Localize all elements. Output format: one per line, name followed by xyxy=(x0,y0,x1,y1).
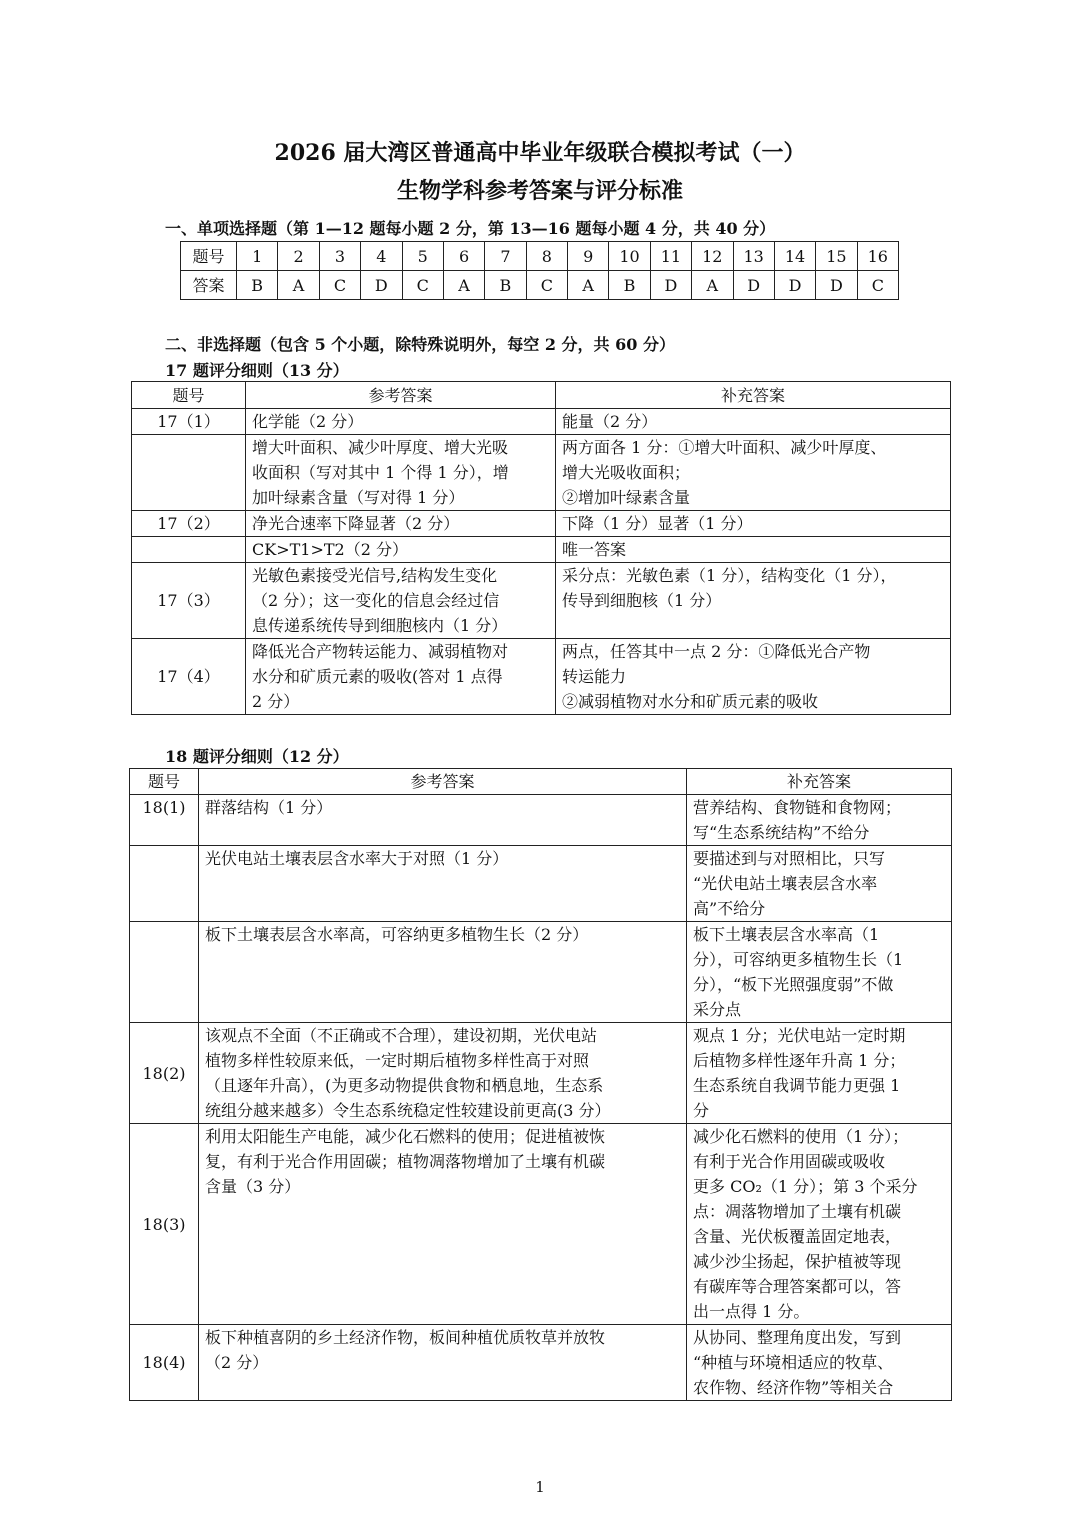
question-number-cell: 5 xyxy=(402,242,443,271)
answer-line: （2 分） xyxy=(205,1353,269,1372)
answer-line: 高”不给分 xyxy=(693,899,766,918)
question-no-cell xyxy=(132,435,246,511)
reference-answer-cell xyxy=(246,639,556,715)
answer-line: 群落结构（1 分） xyxy=(205,798,333,817)
reference-answer-cell xyxy=(199,846,687,922)
answer-cell: D xyxy=(816,271,857,300)
question-no-cell: 17（1） xyxy=(132,409,246,435)
answer-line: 分），可容纳更多植物生长（1 xyxy=(693,950,904,969)
question-number-cell: 11 xyxy=(650,242,691,271)
answer-line: 水分和矿质元素的吸收(答对 1 点得 xyxy=(252,667,503,686)
answer-line: “种植与环境相适应的牧草、 xyxy=(693,1353,894,1372)
table-row xyxy=(130,1124,952,1325)
supplementary-answer-cell xyxy=(556,409,951,435)
answer-line: 利用太阳能生产电能，减少化石燃料的使用；促进植被恢 xyxy=(205,1127,606,1146)
table-row xyxy=(132,435,951,511)
reference-answer-cell xyxy=(199,1023,687,1124)
answer-cell: B xyxy=(609,271,650,300)
table-header-row xyxy=(132,382,951,409)
row-label: 答案 xyxy=(181,271,237,300)
answer-line: 减少化石燃料的使用（1 分）； xyxy=(693,1127,909,1146)
answer-line: 含量、光伏板覆盖固定地表， xyxy=(693,1227,902,1246)
answer-line: 出一点得 1 分。 xyxy=(693,1302,810,1321)
table-header-row xyxy=(130,769,952,795)
reference-answer-cell xyxy=(246,435,556,511)
question-number-cell: 2 xyxy=(278,242,319,271)
answer-cell: C xyxy=(526,271,567,300)
answer-cell: B xyxy=(485,271,526,300)
question-number-cell: 6 xyxy=(443,242,484,271)
reference-answer-cell xyxy=(199,795,687,846)
answer-line: 光敏色素接受光信号,结构发生变化 xyxy=(252,566,498,585)
question-no-cell: 18(1) xyxy=(130,795,199,846)
answer-line: 分 xyxy=(693,1101,710,1120)
question-number-cell: 4 xyxy=(361,242,402,271)
answer-line: ②减弱植物对水分和矿质元素的吸收 xyxy=(562,692,819,711)
answer-line: 降低光合产物转运能力、减弱植物对 xyxy=(252,642,509,661)
question-number-cell: 13 xyxy=(733,242,774,271)
answer-line: 点：凋落物增加了土壤有机碳 xyxy=(693,1202,902,1221)
answer-line: 增大光吸收面积； xyxy=(562,463,691,482)
answer-row xyxy=(181,271,899,300)
answer-line: 含量（3 分） xyxy=(205,1177,301,1196)
reference-answer-cell xyxy=(199,1325,687,1401)
document-title: 2026 届大湾区普通高中毕业年级联合模拟考试（一） xyxy=(274,140,806,166)
answer-line: “光伏电站土壤表层含水率 xyxy=(693,874,878,893)
question-no-cell: 17（2） xyxy=(132,511,246,537)
header-question-no: 题号 xyxy=(130,769,199,795)
answer-line: 采分点 xyxy=(693,1000,742,1019)
question-no-cell xyxy=(130,846,199,922)
supplementary-answer-cell xyxy=(556,563,951,639)
table-row xyxy=(130,1325,952,1401)
table-row xyxy=(132,409,951,435)
answer-line: 净光合速率下降显著（2 分） xyxy=(252,514,460,533)
answer-line: 息传递系统传导到细胞核内（1 分） xyxy=(252,616,508,635)
choice-answer-table xyxy=(180,241,899,300)
question-number-cell: 14 xyxy=(774,242,815,271)
supplementary-answer-cell xyxy=(687,1023,952,1124)
table-row xyxy=(130,846,952,922)
answer-line: 2 分） xyxy=(252,692,300,711)
answer-cell: D xyxy=(733,271,774,300)
q18-scoring-table xyxy=(129,768,952,1401)
answer-cell: A xyxy=(443,271,484,300)
answer-line: 两点，任答其中一点 2 分：①降低光合产物 xyxy=(562,642,871,661)
question-number-cell: 9 xyxy=(568,242,609,271)
table-row xyxy=(132,639,951,715)
section1-heading: 一、单项选择题（第 1—12 题每小题 2 分，第 13—16 题每小题 4 分，共 40 分） xyxy=(165,219,776,238)
q17-scoring-table xyxy=(131,381,951,715)
answer-line: 化学能（2 分） xyxy=(252,412,364,431)
table-row xyxy=(132,537,951,563)
answer-line: （且逐年升高），(为更多动物提供食物和栖息地，生态系 xyxy=(205,1076,604,1095)
answer-cell: B xyxy=(237,271,278,300)
supplementary-answer-cell xyxy=(687,1124,952,1325)
supplementary-answer-cell xyxy=(687,846,952,922)
question-no-cell xyxy=(130,922,199,1023)
table-row xyxy=(130,1023,952,1124)
supplementary-answer-cell xyxy=(556,511,951,537)
answer-line: 后植物多样性逐年升高 1 分； xyxy=(693,1051,906,1070)
reference-answer-cell xyxy=(246,537,556,563)
answer-line: 生态系统自我调节能力更强 1 xyxy=(693,1076,901,1095)
supplementary-answer-cell xyxy=(687,1325,952,1401)
question-number-cell: 1 xyxy=(237,242,278,271)
answer-line: 能量（2 分） xyxy=(562,412,658,431)
question-number-cell: 12 xyxy=(692,242,733,271)
supplementary-answer-cell xyxy=(687,795,952,846)
answer-line: 农作物、经济作物”等相关合 xyxy=(693,1378,894,1397)
reference-answer-cell xyxy=(246,409,556,435)
answer-line: 更多 CO₂（1 分）；第 3 个采分 xyxy=(693,1177,918,1196)
answer-line: 营养结构、食物链和食物网； xyxy=(693,798,902,817)
reference-answer-cell xyxy=(246,563,556,639)
answer-line: 减少沙尘扬起，保护植被等现 xyxy=(693,1252,902,1271)
question-number-cell: 16 xyxy=(857,242,898,271)
answer-line: 写“生态系统结构”不给分 xyxy=(693,823,870,842)
question-no-cell: 18(3) xyxy=(130,1124,199,1325)
header-reference-answer: 参考答案 xyxy=(199,769,687,795)
question-number-cell: 8 xyxy=(526,242,567,271)
q18-heading: 18 题评分细则（12 分） xyxy=(165,747,349,766)
document-subtitle: 生物学科参考答案与评分标准 xyxy=(396,178,683,204)
question-number-cell: 3 xyxy=(319,242,360,271)
question-no-cell: 17（4） xyxy=(132,639,246,715)
answer-line: 要描述到与对照相比，只写 xyxy=(693,849,886,868)
answer-line: 光伏电站土壤表层含水率大于对照（1 分） xyxy=(205,849,509,868)
question-no-cell: 18(4) xyxy=(130,1325,199,1401)
answer-line: 下降（1 分）显著（1 分） xyxy=(562,514,753,533)
answer-cell: A xyxy=(568,271,609,300)
answer-line: 转运能力 xyxy=(562,667,627,686)
row-label: 题号 xyxy=(181,242,237,271)
question-number-row xyxy=(181,242,899,271)
answer-line: 板下土壤表层含水率高（1 xyxy=(693,925,880,944)
question-no-cell: 18(2) xyxy=(130,1023,199,1124)
answer-cell: A xyxy=(692,271,733,300)
page-number: 1 xyxy=(535,1478,545,1496)
answer-line: 唯一答案 xyxy=(562,540,627,559)
supplementary-answer-cell xyxy=(556,537,951,563)
question-no-cell: 17（3） xyxy=(132,563,246,639)
answer-line: 收面积（写对其中 1 个得 1 分），增 xyxy=(252,463,509,482)
header-supplementary-answer: 补充答案 xyxy=(687,769,952,795)
answer-line: 分），“板下光照强度弱”不做 xyxy=(693,975,894,994)
answer-cell: C xyxy=(402,271,443,300)
answer-line: CK>T1>T2（2 分） xyxy=(252,540,408,559)
answer-line: 板下种植喜阴的乡土经济作物，板间种植优质牧草并放牧 xyxy=(205,1328,606,1347)
header-supplementary-answer: 补充答案 xyxy=(556,382,951,409)
answer-cell: D xyxy=(774,271,815,300)
answer-line: 板下土壤表层含水率高，可容纳更多植物生长（2 分） xyxy=(205,925,589,944)
answer-line: 统组分越来越多）令生态系统稳定性较建设前更高(3 分） xyxy=(205,1101,611,1120)
answer-line: 植物多样性较原来低，一定时期后植物多样性高于对照 xyxy=(205,1051,590,1070)
answer-line: 传导到细胞核（1 分） xyxy=(562,591,722,610)
reference-answer-cell xyxy=(199,1124,687,1325)
question-number-cell: 7 xyxy=(485,242,526,271)
table-row xyxy=(130,795,952,846)
answer-line: ②增加叶绿素含量 xyxy=(562,488,691,507)
reference-answer-cell xyxy=(246,511,556,537)
answer-line: 有碳库等合理答案都可以，答 xyxy=(693,1277,902,1296)
answer-line: 从协同、整理角度出发，写到 xyxy=(693,1328,902,1347)
answer-line: 两方面各 1 分：①增大叶面积、减少叶厚度、 xyxy=(562,438,887,457)
question-number-cell: 10 xyxy=(609,242,650,271)
table-row xyxy=(132,563,951,639)
answer-cell: C xyxy=(857,271,898,300)
answer-cell: C xyxy=(319,271,360,300)
table-row xyxy=(132,511,951,537)
answer-line: 加叶绿素含量（写对得 1 分） xyxy=(252,488,465,507)
answer-line: 观点 1 分；光伏电站一定时期 xyxy=(693,1026,906,1045)
answer-line: 有利于光合作用固碳或吸收 xyxy=(693,1152,886,1171)
supplementary-answer-cell xyxy=(687,922,952,1023)
answer-line: 采分点：光敏色素（1 分），结构变化（1 分）， xyxy=(562,566,897,585)
supplementary-answer-cell xyxy=(556,639,951,715)
supplementary-answer-cell xyxy=(556,435,951,511)
answer-line: 复，有利于光合作用固碳；植物凋落物增加了土壤有机碳 xyxy=(205,1152,606,1171)
question-number-cell: 15 xyxy=(816,242,857,271)
answer-line: 该观点不全面（不正确或不合理），建设初期，光伏电站 xyxy=(205,1026,598,1045)
answer-cell: D xyxy=(650,271,691,300)
reference-answer-cell xyxy=(199,922,687,1023)
answer-cell: A xyxy=(278,271,319,300)
table-row xyxy=(130,922,952,1023)
q17-heading: 17 题评分细则（13 分） xyxy=(165,361,349,380)
answer-line: （2 分）；这一变化的信息会经过信 xyxy=(252,591,500,610)
section2-heading: 二、非选择题（包含 5 个小题，除特殊说明外，每空 2 分，共 60 分） xyxy=(165,335,675,354)
header-reference-answer: 参考答案 xyxy=(246,382,556,409)
answer-cell: D xyxy=(361,271,402,300)
header-question-no: 题号 xyxy=(132,382,246,409)
question-no-cell xyxy=(132,537,246,563)
answer-line: 增大叶面积、减少叶厚度、增大光吸 xyxy=(252,438,509,457)
